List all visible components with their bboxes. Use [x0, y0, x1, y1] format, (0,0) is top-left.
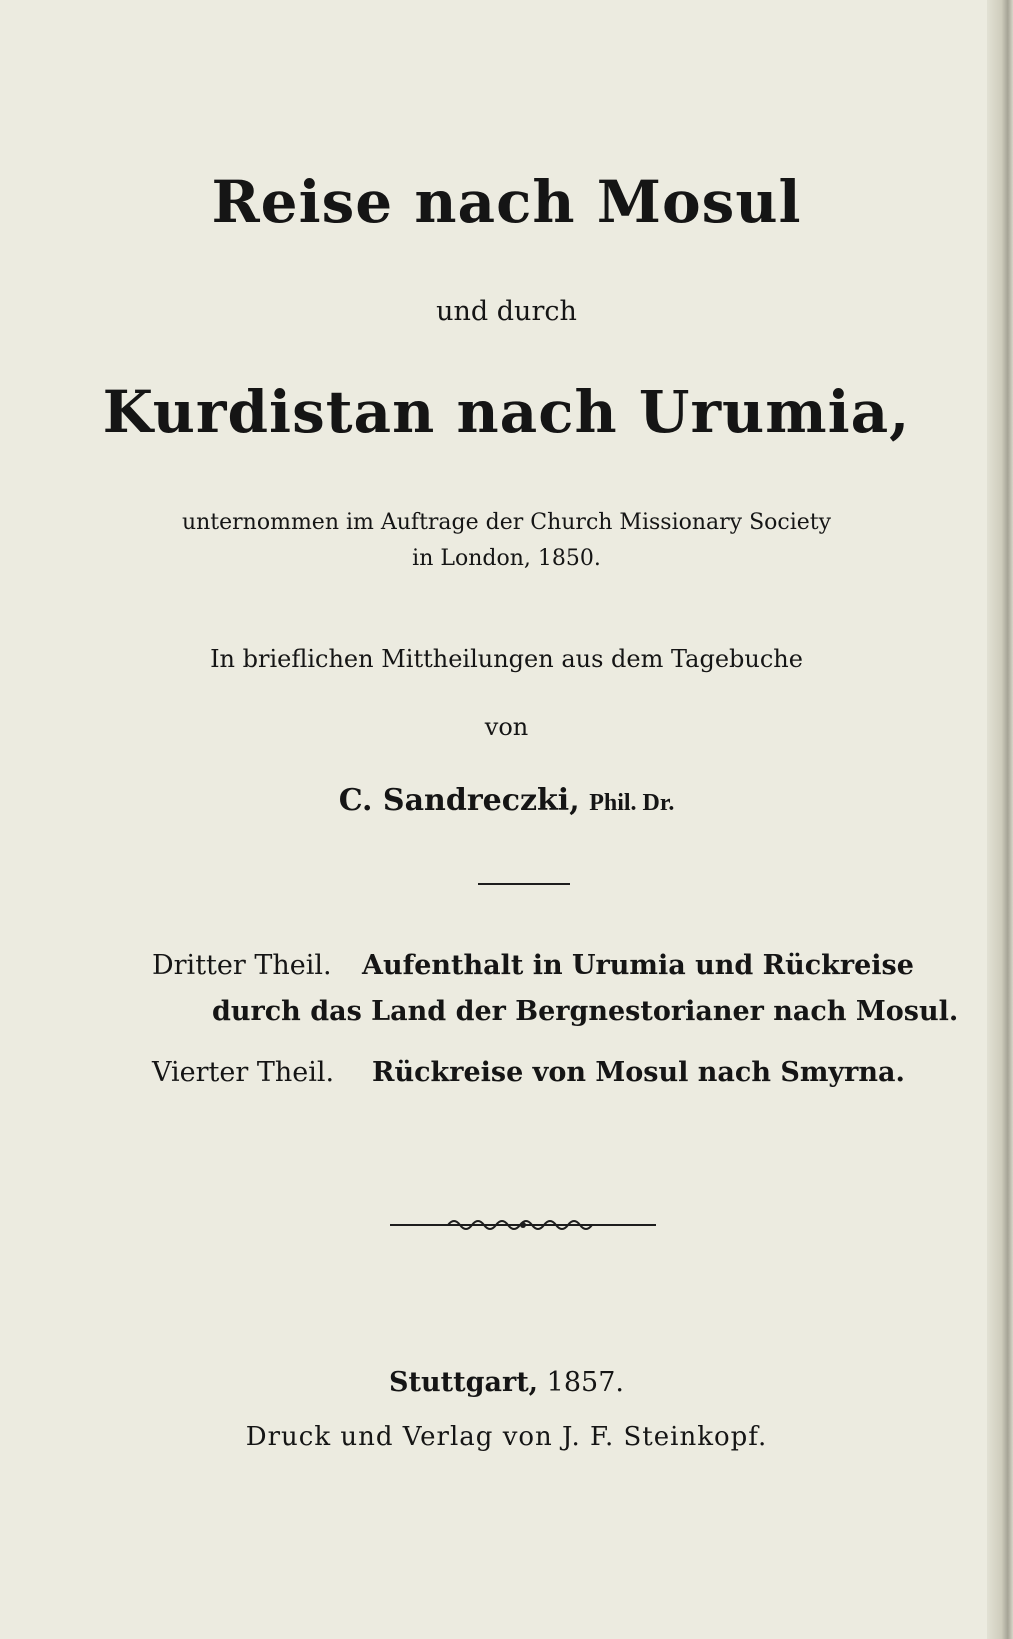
imprint-year: 1857. — [546, 1367, 624, 1398]
part-three-title-continued: durch das Land der Bergnestorianer nach Mosul. — [212, 996, 959, 1027]
imprint-place-year — [0, 1367, 1013, 1398]
author-degree: Phil. Dr. — [589, 790, 675, 816]
title-second: Kurdistan nach Urumia, — [102, 378, 911, 446]
part-three-title: Aufenthalt in Urumia und Rückreise — [362, 950, 914, 981]
ornament-divider — [388, 1212, 658, 1238]
divider-rule — [478, 883, 570, 885]
part-four-title: Rückreise von Mosul nach Smyrna. — [372, 1057, 905, 1088]
title-conjunction: und durch — [436, 296, 577, 327]
part-four-label: Vierter Theil. — [152, 1057, 335, 1088]
author-name: C. Sandreczki, — [338, 783, 580, 818]
imprint-city: Stuttgart, — [389, 1367, 539, 1398]
von-line: von — [484, 713, 529, 741]
title-main: Reise nach Mosul — [211, 168, 802, 236]
part-three-label: Dritter Theil. — [152, 950, 332, 981]
imprint-publisher: Druck und Verlag von J. F. Steinkopf. — [245, 1422, 768, 1452]
subtitle-line-1: unternommen im Auftrage der Church Missionary Society — [181, 510, 832, 535]
letters-line: In brieflichen Mittheilungen aus dem Tagebuche — [210, 645, 803, 673]
author-line — [0, 783, 1013, 818]
subtitle-line-2: in London, 1850. — [412, 546, 601, 571]
